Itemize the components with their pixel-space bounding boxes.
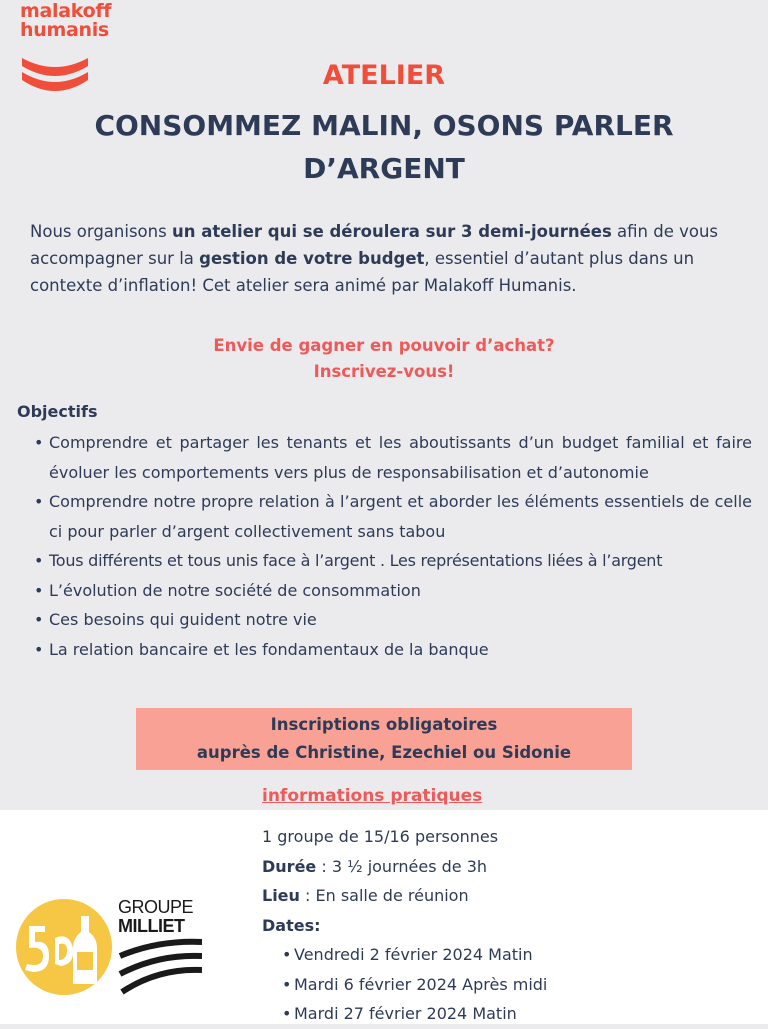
intro-bold-1: un atelier qui se déroulera sur 3 demi-journées [171,222,612,241]
date-item: • Mardi 27 février 2024 Matin [262,999,547,1029]
logo-line-1: malakoff [20,0,112,22]
objective-item: • Ces besoins qui guident notre vie [30,605,752,635]
registration-line-2: auprès de Christine, Ezechiel ou Sidonie [196,743,572,762]
intro-text-2: afin de vous accompagner sur la [30,222,719,268]
objective-item: • La relation bancaire et les fondamentaux de la banque [30,635,752,665]
dates-label: Dates: [262,915,321,935]
practical-info-title: informations pratiques [262,786,483,806]
malakoff-humanis-logo [20,2,111,40]
duration-label: Durée [262,856,317,876]
title-line-1: CONSOMMEZ MALIN, OSONS PARLER [94,109,674,142]
intro-paragraph [30,218,738,299]
objectives-list [30,428,752,664]
date-item: • Vendredi 2 février 2024 Matin [262,940,547,970]
partner-line-2: MILLIET [118,916,185,936]
page-title [50,104,718,190]
place-row [262,881,547,911]
objective-item: • Comprendre et partager les tenants et les aboutissants d’un budget familial et faire évoluer les comportements vers plus de responsabilisation et d’autonomie [30,428,752,487]
intro-text-1: Nous organisons [30,222,172,241]
place-value: : En salle de réunion [299,886,469,905]
cta-line-2: Inscrivez-vous! [313,362,455,381]
place-label: Lieu [262,886,300,905]
duration-value: : 3 ½ journées de 3h [316,856,488,876]
kicker-title: ATELIER [322,60,446,91]
registration-line-1: Inscriptions obligatoires [270,715,498,734]
practical-info [262,822,547,1029]
group-size: 1 groupe de 15/16 personnes [262,827,499,846]
intro-text-3: , essentiel d’autant plus dans un contexte d’inflation! Cet atelier sera animé par Malakoff Humanis. [30,249,695,295]
cta-line-1: Envie de gagner en pouvoir d’achat? [213,336,555,355]
intro-bold-2: gestion de votre budget [199,249,425,268]
call-to-action [0,333,768,385]
dates-list [262,940,547,1029]
field-lines-icon [118,936,202,996]
objective-item: • L’évolution de notre société de consommation [30,576,752,606]
groupe-milliet-logo [118,898,202,996]
duration-row [262,852,547,882]
milliet-circle-logo-icon [15,898,113,996]
logo-line-2: humanis [20,19,109,41]
title-line-2: D’ARGENT [303,152,465,185]
objective-item: • Comprendre notre propre relation à l’argent et aborder les éléments essentiels de celle ci pour parler d’argent collectivement sans tabou [30,487,752,546]
objectives-heading: Objectifs [17,402,98,421]
objective-item: • Tous différents et tous unis face à l’argent . Les représentations liées à l’argent [30,546,752,576]
date-item: • Mardi 6 février 2024 Après midi [262,970,547,1000]
registration-box [136,708,632,770]
partner-line-1: GROUPE [118,897,194,917]
